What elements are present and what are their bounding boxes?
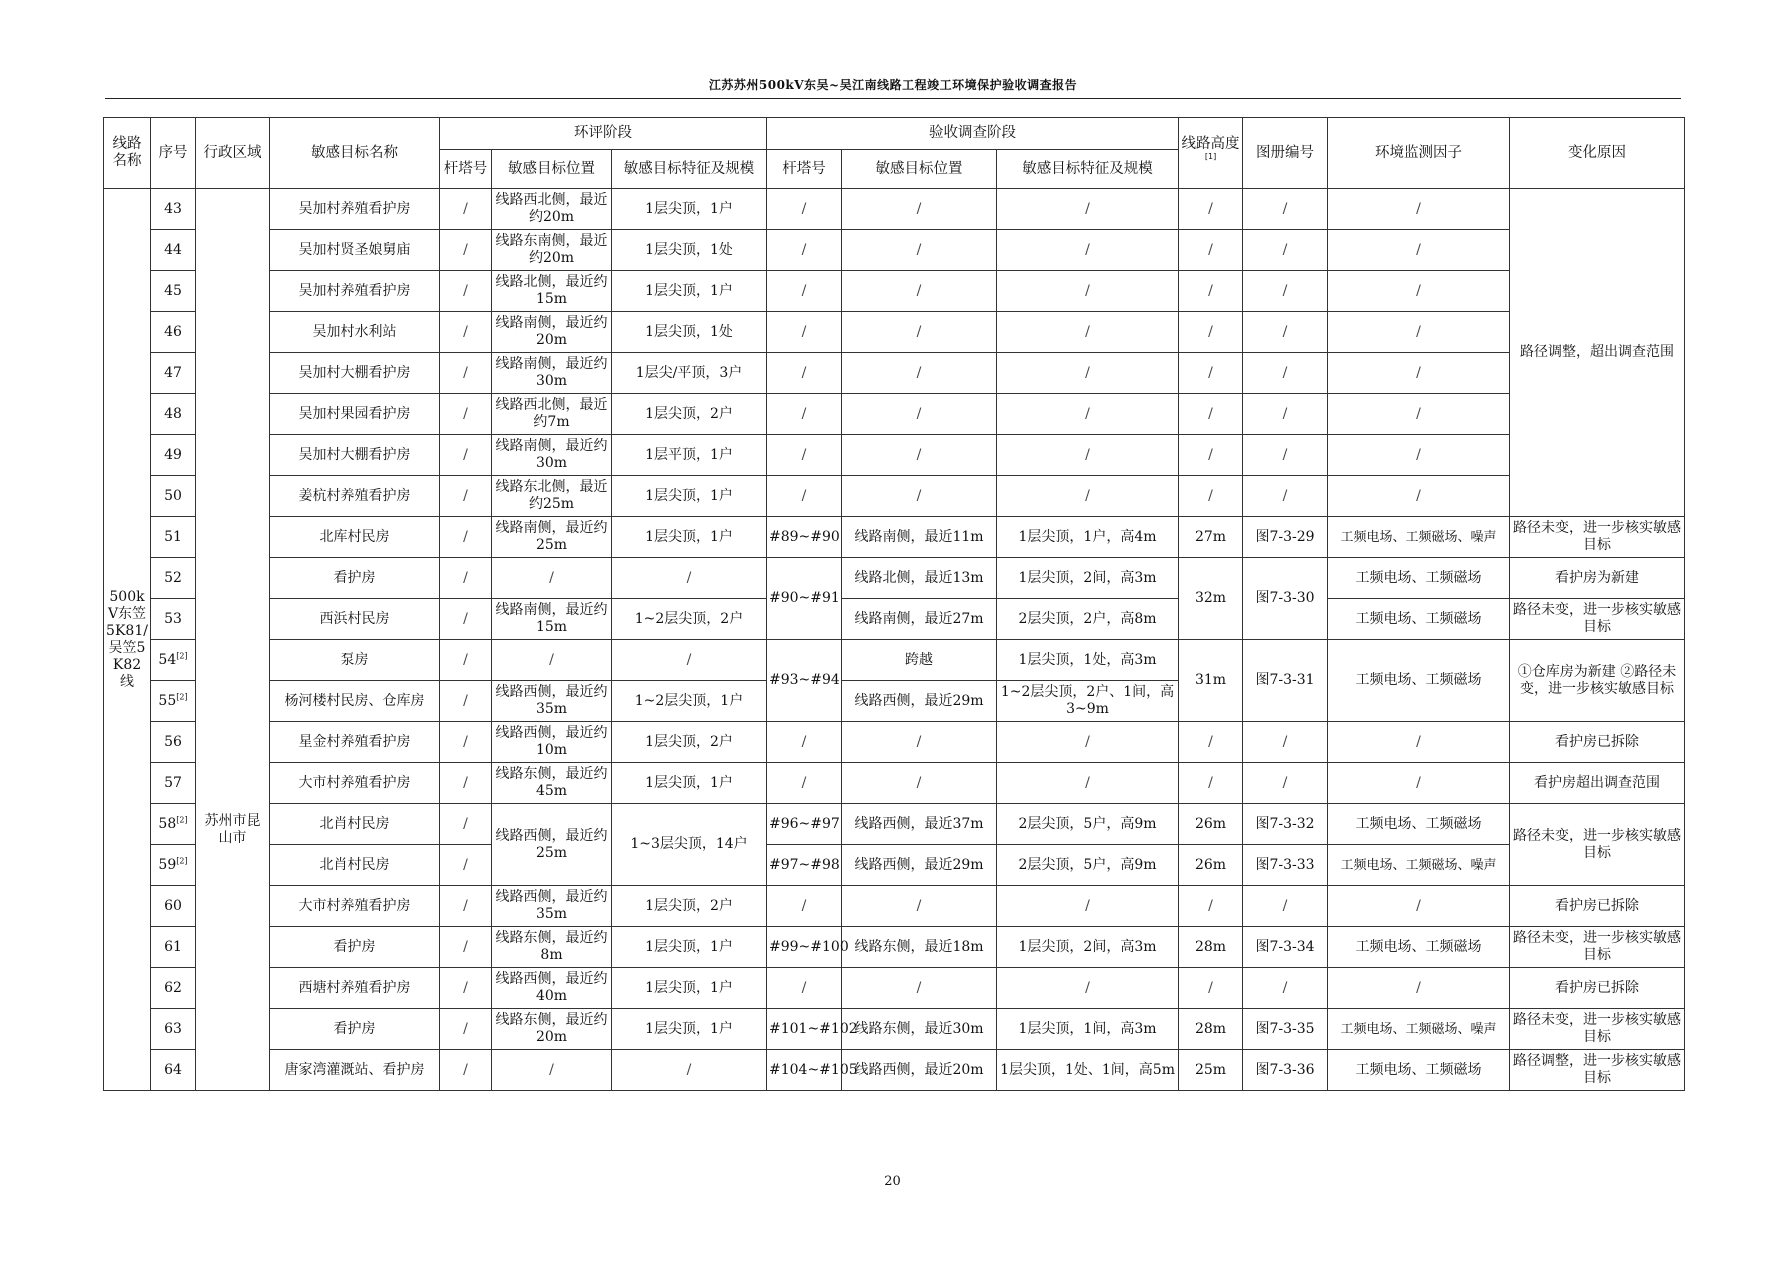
eia-position-cell: 线路东侧，最近约20m	[492, 1009, 612, 1050]
acc-features-cell: 2层尖顶，2户，高8m	[997, 599, 1179, 640]
eia-tower-cell: /	[440, 394, 492, 435]
table-row	[104, 886, 1685, 927]
eia-features-cell: 1~2层尖顶，1户	[612, 681, 767, 722]
monitor-factor-cell: 工频电场、工频磁场	[1328, 640, 1510, 722]
acc-position-cell: 线路南侧，最近11m	[842, 517, 997, 558]
eia-tower-cell: /	[440, 763, 492, 804]
eia-features-cell: 1层尖顶，1处	[612, 230, 767, 271]
eia-features-cell: 1层尖顶，1户	[612, 476, 767, 517]
seq-cell: 63	[151, 1009, 196, 1050]
acc-features-cell: /	[997, 230, 1179, 271]
eia-tower-cell: /	[440, 722, 492, 763]
eia-features-cell: /	[612, 558, 767, 599]
report-header-title: 江苏苏州500kV东吴~吴江南线路工程竣工环境保护验收调查报告	[708, 78, 1078, 92]
figure-no-cell: 图7-3-34	[1243, 927, 1328, 968]
acc-tower-cell: #96~#97	[767, 804, 842, 845]
line-height-cell: /	[1179, 886, 1243, 927]
th-monitor-factor: 环境监测因子	[1328, 118, 1510, 189]
acc-position-cell: /	[842, 230, 997, 271]
acc-position-cell: 线路北侧，最近13m	[842, 558, 997, 599]
acc-tower-cell: #90~#91	[767, 558, 842, 640]
eia-position-cell: 线路西北侧，最近约7m	[492, 394, 612, 435]
monitor-factor-cell: 工频电场、工频磁场、噪声	[1328, 1009, 1510, 1050]
eia-tower-cell: /	[440, 312, 492, 353]
monitor-factor-cell: /	[1328, 394, 1510, 435]
seq-cell: 52	[151, 558, 196, 599]
eia-position-cell: 线路东侧，最近约8m	[492, 927, 612, 968]
table-row	[104, 722, 1685, 763]
change-reason-cell: 路径未变，进一步核实敏感目标	[1510, 927, 1685, 968]
acc-tower-cell: /	[767, 394, 842, 435]
header-divider	[105, 98, 1681, 99]
table-row	[104, 230, 1685, 271]
th-eia-features: 敏感目标特征及规模	[612, 150, 767, 189]
change-reason-cell: ①仓库房为新建 ②路径未变，进一步核实敏感目标	[1510, 640, 1685, 722]
eia-position-cell: 线路西侧，最近约10m	[492, 722, 612, 763]
figure-no-cell: 图7-3-31	[1243, 640, 1328, 722]
eia-position-cell: 线路南侧，最近约25m	[492, 517, 612, 558]
eia-tower-cell: /	[440, 435, 492, 476]
table-row	[104, 763, 1685, 804]
acc-features-cell: /	[997, 476, 1179, 517]
acc-position-cell: 线路西侧，最近29m	[842, 845, 997, 886]
line-height-cell: /	[1179, 763, 1243, 804]
acc-position-cell: 线路西侧，最近37m	[842, 804, 997, 845]
acc-position-cell: /	[842, 189, 997, 230]
target-name-cell: 吴加村养殖看护房	[270, 189, 440, 230]
th-acc-features: 敏感目标特征及规模	[997, 150, 1179, 189]
acc-position-cell: 线路南侧，最近27m	[842, 599, 997, 640]
eia-features-cell: 1层尖顶，1户	[612, 271, 767, 312]
acc-tower-cell: /	[767, 230, 842, 271]
monitor-factor-cell: 工频电场、工频磁场	[1328, 1050, 1510, 1091]
table-row	[104, 968, 1685, 1009]
th-eia-tower: 杆塔号	[440, 150, 492, 189]
seq-cell: 53	[151, 599, 196, 640]
acc-tower-cell: /	[767, 968, 842, 1009]
eia-features-cell: 1层尖顶，2户	[612, 722, 767, 763]
line-height-cell: 31m	[1179, 640, 1243, 722]
monitor-factor-cell: /	[1328, 312, 1510, 353]
acc-features-cell: /	[997, 312, 1179, 353]
table-body	[104, 189, 1685, 1091]
eia-tower-cell: /	[440, 968, 492, 1009]
acc-position-cell: /	[842, 476, 997, 517]
line-height-cell: 25m	[1179, 1050, 1243, 1091]
eia-features-cell: /	[612, 640, 767, 681]
seq-cell: 47	[151, 353, 196, 394]
acc-tower-cell: /	[767, 353, 842, 394]
monitor-factor-cell: /	[1328, 722, 1510, 763]
acc-features-cell: /	[997, 435, 1179, 476]
acc-tower-cell: #89~#90	[767, 517, 842, 558]
eia-tower-cell: /	[440, 476, 492, 517]
monitor-factor-cell: 工频电场、工频磁场	[1328, 599, 1510, 640]
district-cell: 苏州市昆山市	[196, 189, 270, 1091]
line-height-cell: /	[1179, 189, 1243, 230]
eia-features-cell: 1~2层尖顶，2户	[612, 599, 767, 640]
monitor-factor-cell: 工频电场、工频磁场、噪声	[1328, 517, 1510, 558]
line-height-cell: /	[1179, 435, 1243, 476]
figure-no-cell: /	[1243, 435, 1328, 476]
acc-tower-cell: #99~#100	[767, 927, 842, 968]
table-row	[104, 353, 1685, 394]
eia-tower-cell: /	[440, 517, 492, 558]
monitor-factor-cell: /	[1328, 886, 1510, 927]
monitor-factor-cell: 工频电场、工频磁场	[1328, 804, 1510, 845]
acc-position-cell: /	[842, 271, 997, 312]
figure-no-cell: 图7-3-32	[1243, 804, 1328, 845]
change-reason-cell: 路径未变，进一步核实敏感目标	[1510, 1009, 1685, 1050]
figure-no-cell: /	[1243, 476, 1328, 517]
table-row	[104, 435, 1685, 476]
eia-position-cell: 线路西侧，最近约35m	[492, 681, 612, 722]
eia-tower-cell: /	[440, 845, 492, 886]
target-name-cell: 吴加村贤圣娘舅庙	[270, 230, 440, 271]
acc-features-cell: 1层尖顶，1间，高3m	[997, 1009, 1179, 1050]
acc-position-cell: /	[842, 353, 997, 394]
table-row	[104, 517, 1685, 558]
seq-cell: 59[2]	[151, 845, 196, 886]
figure-no-cell: /	[1243, 189, 1328, 230]
acc-tower-cell: #101~#102	[767, 1009, 842, 1050]
line-height-cell: 28m	[1179, 927, 1243, 968]
seq-cell: 55[2]	[151, 681, 196, 722]
eia-position-cell: 线路西北侧，最近约20m	[492, 189, 612, 230]
eia-tower-cell: /	[440, 271, 492, 312]
acc-position-cell: /	[842, 763, 997, 804]
th-target-name: 敏感目标名称	[270, 118, 440, 189]
acc-tower-cell: /	[767, 189, 842, 230]
acc-features-cell: 1层尖顶，1户，高4m	[997, 517, 1179, 558]
acc-position-cell: /	[842, 886, 997, 927]
eia-tower-cell: /	[440, 558, 492, 599]
eia-position-cell: 线路东侧，最近约45m	[492, 763, 612, 804]
table-row	[104, 271, 1685, 312]
change-reason-cell: 看护房为新建	[1510, 558, 1685, 599]
figure-no-cell: 图7-3-36	[1243, 1050, 1328, 1091]
monitor-factor-cell: /	[1328, 763, 1510, 804]
eia-tower-cell: /	[440, 189, 492, 230]
eia-features-cell: 1层尖顶，1户	[612, 517, 767, 558]
seq-cell: 49	[151, 435, 196, 476]
table-row	[104, 394, 1685, 435]
change-reason-cell: 看护房已拆除	[1510, 722, 1685, 763]
eia-tower-cell: /	[440, 353, 492, 394]
table-row	[104, 312, 1685, 353]
eia-tower-cell: /	[440, 1009, 492, 1050]
table-row	[104, 189, 1685, 230]
change-reason-cell: 路径未变，进一步核实敏感目标	[1510, 804, 1685, 886]
figure-no-cell: /	[1243, 394, 1328, 435]
acc-features-cell: /	[997, 886, 1179, 927]
eia-tower-cell: /	[440, 886, 492, 927]
acc-position-cell: /	[842, 312, 997, 353]
eia-position-cell: 线路南侧，最近约30m	[492, 435, 612, 476]
eia-features-cell: 1层尖顶，1户	[612, 968, 767, 1009]
line-height-cell: /	[1179, 968, 1243, 1009]
eia-features-cell: 1层尖顶，1户	[612, 1009, 767, 1050]
acc-tower-cell: #104~#105	[767, 1050, 842, 1091]
line-height-cell: /	[1179, 230, 1243, 271]
figure-no-cell: /	[1243, 722, 1328, 763]
target-name-cell: 西浜村民房	[270, 599, 440, 640]
target-name-cell: 吴加村果园看护房	[270, 394, 440, 435]
eia-position-cell: /	[492, 558, 612, 599]
target-name-cell: 北肖村民房	[270, 804, 440, 845]
acc-tower-cell: #93~#94	[767, 640, 842, 722]
acc-features-cell: /	[997, 722, 1179, 763]
table-row	[104, 476, 1685, 517]
th-district: 行政区域	[196, 118, 270, 189]
acc-features-cell: 1层尖顶，1处、1间，高5m	[997, 1050, 1179, 1091]
target-name-cell: 北库村民房	[270, 517, 440, 558]
monitor-factor-cell: 工频电场、工频磁场	[1328, 927, 1510, 968]
line-height-cell: /	[1179, 476, 1243, 517]
target-name-cell: 星金村养殖看护房	[270, 722, 440, 763]
change-reason-cell: 路径调整，进一步核实敏感目标	[1510, 1050, 1685, 1091]
target-name-cell: 看护房	[270, 927, 440, 968]
monitor-factor-cell: 工频电场、工频磁场	[1328, 558, 1510, 599]
th-acc-position: 敏感目标位置	[842, 150, 997, 189]
acc-tower-cell: /	[767, 435, 842, 476]
page-number: 20	[884, 1174, 901, 1189]
target-name-cell: 看护房	[270, 1009, 440, 1050]
th-eia-position: 敏感目标位置	[492, 150, 612, 189]
monitor-factor-cell: /	[1328, 189, 1510, 230]
table-row	[104, 927, 1685, 968]
acc-tower-cell: /	[767, 763, 842, 804]
acc-position-cell: 跨越	[842, 640, 997, 681]
acc-position-cell: 线路西侧，最近20m	[842, 1050, 997, 1091]
eia-features-cell: /	[612, 1050, 767, 1091]
line-height-cell: 28m	[1179, 1009, 1243, 1050]
seq-cell: 43	[151, 189, 196, 230]
line-height-cell: 26m	[1179, 845, 1243, 886]
target-name-cell: 吴加村水利站	[270, 312, 440, 353]
acc-position-cell: /	[842, 394, 997, 435]
seq-cell: 45	[151, 271, 196, 312]
acc-position-cell: /	[842, 722, 997, 763]
figure-no-cell: 图7-3-29	[1243, 517, 1328, 558]
seq-cell: 60	[151, 886, 196, 927]
sensitive-targets-table	[103, 117, 1685, 1091]
figure-no-cell: /	[1243, 271, 1328, 312]
table-row	[104, 640, 1685, 681]
eia-position-cell: 线路南侧，最近约20m	[492, 312, 612, 353]
target-name-cell: 吴加村大棚看护房	[270, 353, 440, 394]
eia-position-cell: 线路西侧，最近约25m	[492, 804, 612, 886]
target-name-cell: 大市村养殖看护房	[270, 763, 440, 804]
figure-no-cell: /	[1243, 353, 1328, 394]
table-row	[104, 804, 1685, 845]
seq-cell: 46	[151, 312, 196, 353]
eia-features-cell: 1层尖/平顶，3户	[612, 353, 767, 394]
figure-no-cell: /	[1243, 763, 1328, 804]
eia-tower-cell: /	[440, 681, 492, 722]
figure-no-cell: 图7-3-35	[1243, 1009, 1328, 1050]
eia-features-cell: 1层尖顶，1户	[612, 927, 767, 968]
acc-features-cell: 1层尖顶，1处，高3m	[997, 640, 1179, 681]
seq-cell: 48	[151, 394, 196, 435]
target-name-cell: 北肖村民房	[270, 845, 440, 886]
eia-position-cell: 线路西侧，最近约40m	[492, 968, 612, 1009]
line-name-cell: 500kV东笠5K81/吴笠5K82线	[104, 189, 151, 1091]
seq-cell: 50	[151, 476, 196, 517]
target-name-cell: 大市村养殖看护房	[270, 886, 440, 927]
acc-position-cell: /	[842, 968, 997, 1009]
change-reason-cell: 看护房已拆除	[1510, 886, 1685, 927]
acc-tower-cell: /	[767, 886, 842, 927]
acc-features-cell: /	[997, 353, 1179, 394]
acc-features-cell: 2层尖顶，5户，高9m	[997, 804, 1179, 845]
seq-cell: 64	[151, 1050, 196, 1091]
seq-cell: 58[2]	[151, 804, 196, 845]
th-change-reason: 变化原因	[1510, 118, 1685, 189]
eia-position-cell: 线路北侧，最近约15m	[492, 271, 612, 312]
target-name-cell: 西塘村养殖看护房	[270, 968, 440, 1009]
target-name-cell: 泵房	[270, 640, 440, 681]
acc-tower-cell: #97~#98	[767, 845, 842, 886]
eia-features-cell: 1层平顶，1户	[612, 435, 767, 476]
acc-features-cell: /	[997, 394, 1179, 435]
table-row	[104, 599, 1685, 640]
seq-cell: 57	[151, 763, 196, 804]
eia-tower-cell: /	[440, 230, 492, 271]
th-line-name: 线路名称	[104, 118, 151, 189]
target-name-cell: 唐家湾灌溉站、看护房	[270, 1050, 440, 1091]
line-height-cell: /	[1179, 312, 1243, 353]
acc-features-cell: 1层尖顶，2间，高3m	[997, 558, 1179, 599]
acc-features-cell: /	[997, 189, 1179, 230]
eia-tower-cell: /	[440, 927, 492, 968]
monitor-factor-cell: /	[1328, 968, 1510, 1009]
eia-features-cell: 1层尖顶，2户	[612, 886, 767, 927]
acc-features-cell: 1层尖顶，2间，高3m	[997, 927, 1179, 968]
target-name-cell: 姜杭村养殖看护房	[270, 476, 440, 517]
th-eia-stage: 环评阶段	[440, 118, 767, 150]
monitor-factor-cell: /	[1328, 353, 1510, 394]
th-seq: 序号	[151, 118, 196, 189]
acc-position-cell: /	[842, 435, 997, 476]
change-reason-cell: 路径调整，超出调查范围	[1510, 189, 1685, 517]
change-reason-cell: 看护房超出调查范围	[1510, 763, 1685, 804]
monitor-factor-cell: /	[1328, 435, 1510, 476]
eia-features-cell: 1~3层尖顶，14户	[612, 804, 767, 886]
figure-no-cell: /	[1243, 968, 1328, 1009]
acc-tower-cell: /	[767, 476, 842, 517]
eia-position-cell: /	[492, 1050, 612, 1091]
eia-tower-cell: /	[440, 804, 492, 845]
line-height-cell: /	[1179, 353, 1243, 394]
seq-cell: 61	[151, 927, 196, 968]
figure-no-cell: /	[1243, 230, 1328, 271]
monitor-factor-cell: /	[1328, 271, 1510, 312]
target-name-cell: 吴加村养殖看护房	[270, 271, 440, 312]
line-height-cell: /	[1179, 271, 1243, 312]
table-row	[104, 1050, 1685, 1091]
acc-features-cell: /	[997, 968, 1179, 1009]
eia-tower-cell: /	[440, 1050, 492, 1091]
eia-position-cell: 线路东南侧，最近约20m	[492, 230, 612, 271]
table-row	[104, 558, 1685, 599]
target-name-cell: 杨河楼村民房、仓库房	[270, 681, 440, 722]
line-height-cell: 26m	[1179, 804, 1243, 845]
seq-cell: 44	[151, 230, 196, 271]
acc-position-cell: 线路东侧，最近30m	[842, 1009, 997, 1050]
eia-features-cell: 1层尖顶，1户	[612, 189, 767, 230]
line-height-cell: 27m	[1179, 517, 1243, 558]
figure-no-cell: /	[1243, 312, 1328, 353]
target-name-cell: 看护房	[270, 558, 440, 599]
eia-position-cell: 线路南侧，最近约15m	[492, 599, 612, 640]
eia-position-cell: 线路南侧，最近约30m	[492, 353, 612, 394]
seq-cell: 54[2]	[151, 640, 196, 681]
th-acceptance-stage: 验收调查阶段	[767, 118, 1179, 150]
monitor-factor-cell: /	[1328, 476, 1510, 517]
acc-position-cell: 线路东侧，最近18m	[842, 927, 997, 968]
change-reason-cell: 看护房已拆除	[1510, 968, 1685, 1009]
acc-features-cell: /	[997, 271, 1179, 312]
th-acc-tower: 杆塔号	[767, 150, 842, 189]
acc-tower-cell: /	[767, 722, 842, 763]
figure-no-cell: 图7-3-33	[1243, 845, 1328, 886]
target-name-cell: 吴加村大棚看护房	[270, 435, 440, 476]
eia-tower-cell: /	[440, 640, 492, 681]
acc-features-cell: 1~2层尖顶，2户、1间，高3~9m	[997, 681, 1179, 722]
seq-cell: 56	[151, 722, 196, 763]
monitor-factor-cell: /	[1328, 230, 1510, 271]
eia-features-cell: 1层尖顶，2户	[612, 394, 767, 435]
seq-cell: 62	[151, 968, 196, 1009]
eia-position-cell: /	[492, 640, 612, 681]
eia-position-cell: 线路西侧，最近约35m	[492, 886, 612, 927]
line-height-cell: /	[1179, 722, 1243, 763]
eia-position-cell: 线路东北侧，最近约25m	[492, 476, 612, 517]
line-height-cell: /	[1179, 394, 1243, 435]
seq-cell: 51	[151, 517, 196, 558]
acc-tower-cell: /	[767, 271, 842, 312]
eia-tower-cell: /	[440, 599, 492, 640]
eia-features-cell: 1层尖顶，1处	[612, 312, 767, 353]
th-figure-no: 图册编号	[1243, 118, 1328, 189]
acc-features-cell: 2层尖顶，5户，高9m	[997, 845, 1179, 886]
figure-no-cell: 图7-3-30	[1243, 558, 1328, 640]
change-reason-cell: 路径未变，进一步核实敏感目标	[1510, 517, 1685, 558]
acc-features-cell: /	[997, 763, 1179, 804]
th-line-height: 线路高度[1]	[1179, 118, 1243, 189]
change-reason-cell: 路径未变，进一步核实敏感目标	[1510, 599, 1685, 640]
monitor-factor-cell: 工频电场、工频磁场、噪声	[1328, 845, 1510, 886]
table-row	[104, 1009, 1685, 1050]
line-height-cell: 32m	[1179, 558, 1243, 640]
acc-tower-cell: /	[767, 312, 842, 353]
figure-no-cell: /	[1243, 886, 1328, 927]
acc-position-cell: 线路西侧，最近29m	[842, 681, 997, 722]
eia-features-cell: 1层尖顶，1户	[612, 763, 767, 804]
table-row	[104, 845, 1685, 886]
